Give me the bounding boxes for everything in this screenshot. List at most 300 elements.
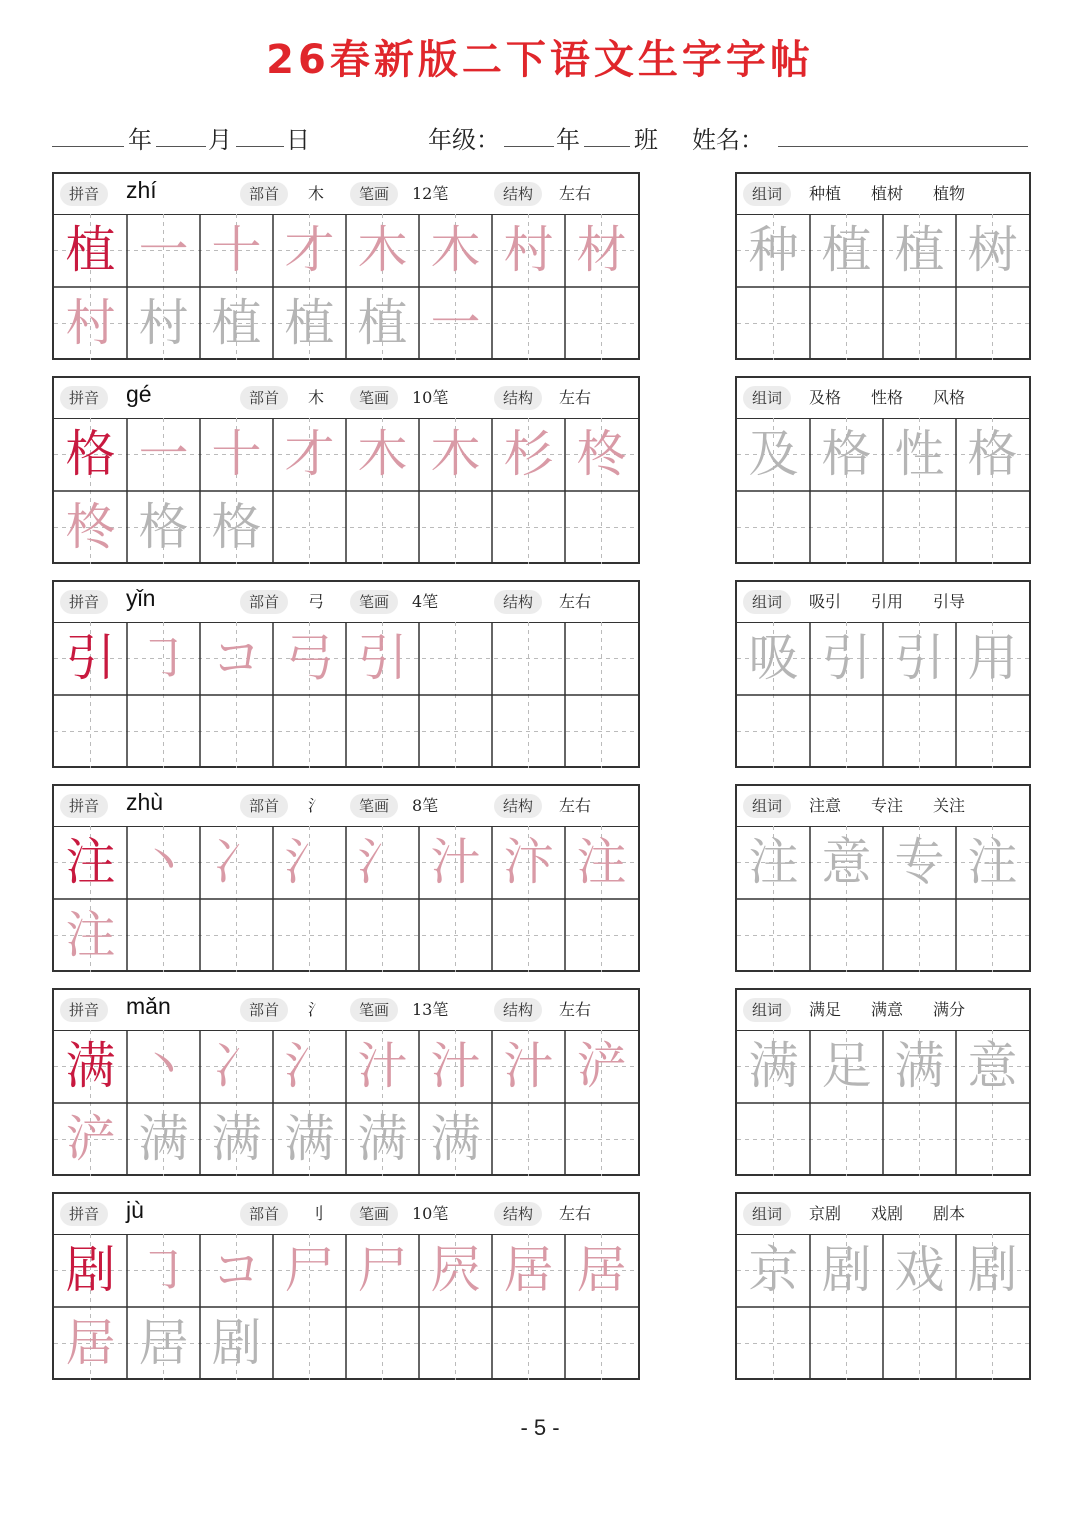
grid-cell[interactable] (54, 491, 127, 564)
stroke-step-9: 格 (138, 498, 189, 556)
stroke-step-5: 木一 (430, 221, 481, 352)
radical-tag: 部首 (240, 182, 288, 206)
name-blank[interactable] (778, 146, 1028, 147)
structure-value: 左右 (559, 796, 592, 815)
stroke-step-8: 柊 (65, 498, 116, 556)
grid-cell[interactable] (346, 622, 419, 695)
grid-cell[interactable] (565, 214, 638, 287)
page-title: 26春新版二下语文生字字帖 (266, 37, 814, 83)
grid-cell[interactable] (883, 418, 956, 491)
stroke-step-2: コ (211, 1241, 262, 1299)
trace-character: 植 (894, 221, 945, 279)
grid-cell[interactable] (54, 826, 127, 899)
word-3: 剧本 (933, 1204, 966, 1223)
grid-cell[interactable] (492, 826, 565, 899)
stroke-step-11: 满 (284, 1110, 335, 1168)
word-1: 吸引 (809, 592, 842, 611)
grid-cell[interactable] (273, 214, 346, 287)
trace-character: 种 (748, 221, 799, 279)
words-tag: 组词 (743, 590, 791, 614)
stroke-step-8: 村 (65, 294, 116, 352)
stroke-step-2: 冫 (211, 833, 262, 891)
grid-cell[interactable] (346, 214, 419, 287)
grid-cell[interactable] (419, 1234, 492, 1307)
blank-cell[interactable] (956, 695, 1029, 768)
word-2: 引用 (871, 592, 904, 611)
structure-tag: 结构 (494, 386, 542, 410)
stroke-step-6: 居 (503, 1241, 554, 1299)
name-label: 姓名： (692, 126, 764, 154)
stroke-step-6: 杉 (503, 425, 554, 483)
stroke-step-13: 满 (430, 1110, 481, 1168)
model-character: 剧 (65, 1241, 116, 1299)
radical-value: 弓 (308, 592, 325, 611)
grid-cell[interactable] (956, 418, 1029, 491)
words-tag: 组词 (743, 1202, 791, 1226)
stroke-step-1: 一 (138, 425, 189, 483)
grid-cell[interactable] (810, 826, 883, 899)
grid-cell[interactable] (883, 214, 956, 287)
radical-value: 木 (308, 388, 325, 407)
strokes-value: 13笔 (412, 1000, 449, 1019)
grid-cell[interactable] (273, 1234, 346, 1307)
grid-cell[interactable] (346, 1103, 419, 1176)
trace-character: 戏 (894, 1241, 945, 1299)
blank-cell[interactable] (883, 491, 956, 564)
trace-character: 格 (967, 425, 1018, 483)
grid-cell[interactable] (956, 1234, 1029, 1307)
grade-blank[interactable] (504, 146, 554, 147)
structure-tag: 结构 (494, 998, 542, 1022)
info-bar (54, 786, 638, 827)
grid-cell[interactable] (54, 622, 127, 695)
stroke-step-9: 村 (138, 294, 189, 352)
radical-tag: 部首 (240, 794, 288, 818)
grid-cell[interactable] (346, 287, 419, 360)
word-1: 种植 (809, 184, 842, 203)
grid-cell[interactable] (200, 1030, 273, 1103)
radical-value: 氵 (308, 1000, 325, 1019)
trace-character: 用 (967, 629, 1018, 687)
words-tag: 组词 (743, 386, 791, 410)
grid-cell[interactable] (54, 1234, 127, 1307)
blank-cell[interactable] (956, 287, 1029, 360)
grid-cell[interactable] (54, 214, 127, 287)
trace-character: 及 (748, 425, 799, 483)
structure-value: 左右 (559, 592, 592, 611)
grid-cell[interactable] (54, 418, 127, 491)
strokes-value: 12笔 (412, 184, 449, 203)
pinyin-value: zhù (126, 789, 164, 815)
grid-cell[interactable] (200, 826, 273, 899)
word-1: 京剧 (809, 1204, 842, 1223)
stroke-step-4: 木 (357, 221, 408, 279)
trace-character: 剧 (821, 1241, 872, 1299)
trace-character: 意 (821, 833, 872, 891)
stroke-step-8: 居 (65, 1314, 116, 1372)
month-blank[interactable] (156, 146, 206, 147)
grid-cell[interactable] (127, 418, 200, 491)
stroke-step-1: 丶 (138, 833, 189, 891)
stroke-step-4: 汁 (357, 1037, 408, 1095)
stroke-step-10: 满 (211, 1110, 262, 1168)
trace-character: 剧 (967, 1241, 1018, 1299)
grid-cell[interactable] (737, 826, 810, 899)
word-3: 引导 (933, 592, 966, 611)
words-card-1 (735, 376, 1031, 564)
strokes-tag: 笔画 (350, 590, 398, 614)
pinyin-tag: 拼音 (60, 386, 108, 410)
trace-character: 意 (967, 1037, 1018, 1095)
grid-cell[interactable] (127, 287, 200, 360)
stroke-step-7: 材 (576, 221, 627, 279)
stroke-step-1: ㇆ (138, 629, 189, 687)
grid-cell[interactable] (810, 1030, 883, 1103)
word-3: 风格 (933, 388, 966, 407)
stroke-step-4: 引 (357, 629, 408, 687)
grid-cell[interactable] (200, 214, 273, 287)
word-2: 性格 (871, 388, 904, 407)
grid-cell[interactable] (737, 214, 810, 287)
blank-cell[interactable] (956, 899, 1029, 972)
blank-cell[interactable] (810, 491, 883, 564)
stroke-step-3: 氵 (284, 1037, 335, 1095)
strokes-tag: 笔画 (350, 386, 398, 410)
header-line (52, 116, 1028, 156)
stroke-step-10: 植 (211, 294, 262, 352)
structure-value: 左右 (559, 388, 592, 407)
pinyin-value: yǐn (126, 585, 156, 611)
model-character: 注 (65, 833, 116, 891)
radical-tag: 部首 (240, 386, 288, 410)
trace-character: 植 (821, 221, 872, 279)
structure-value: 左右 (559, 1000, 592, 1019)
day-blank[interactable] (236, 146, 284, 147)
grid-cell[interactable] (737, 418, 810, 491)
grid-cell[interactable] (200, 491, 273, 564)
stroke-step-4: 氵 (357, 833, 408, 891)
words-bar (737, 582, 1029, 623)
blank-cell[interactable] (737, 491, 810, 564)
grid-cell[interactable] (273, 826, 346, 899)
grade-year-label: 年 (556, 126, 580, 154)
strokes-tag: 笔画 (350, 182, 398, 206)
character-card-1 (52, 376, 640, 564)
character-card-4 (52, 988, 640, 1176)
grid-cell[interactable] (127, 1103, 200, 1176)
stroke-step-7: 浐 (576, 1037, 627, 1095)
trace-character: 引 (894, 629, 945, 687)
strokes-value: 10笔 (412, 388, 449, 407)
grid-cell[interactable] (565, 418, 638, 491)
strokes-value: 4笔 (412, 592, 439, 611)
pinyin-value: mǎn (126, 993, 171, 1019)
grid-cell[interactable] (200, 418, 273, 491)
word-3: 满分 (933, 1000, 966, 1019)
grid-cell[interactable] (565, 826, 638, 899)
structure-value: 左右 (559, 184, 592, 203)
blank-cell[interactable] (737, 1103, 810, 1176)
words-bar (737, 990, 1029, 1031)
info-bar (54, 174, 638, 215)
radical-tag: 部首 (240, 590, 288, 614)
words-bar (737, 174, 1029, 215)
grid-cell[interactable] (492, 214, 565, 287)
trace-character: 注 (748, 833, 799, 891)
words-card-5 (735, 1192, 1031, 1380)
stroke-step-1: 一 (138, 221, 189, 279)
grid-cell[interactable] (956, 826, 1029, 899)
model-character: 引 (65, 629, 116, 687)
grid-cell[interactable] (883, 826, 956, 899)
grid-cell[interactable] (127, 1307, 200, 1380)
grid-cell[interactable] (346, 1030, 419, 1103)
words-card-4 (735, 988, 1031, 1176)
blank-cell[interactable] (956, 491, 1029, 564)
pinyin-tag: 拼音 (60, 794, 108, 818)
grid-cell[interactable] (273, 418, 346, 491)
stroke-step-2: コ (211, 629, 262, 687)
grid-cell[interactable] (200, 1234, 273, 1307)
stroke-step-3: 氵 (284, 833, 335, 891)
stroke-step-4: 尸 (357, 1241, 408, 1299)
grid-cell[interactable] (492, 1234, 565, 1307)
stroke-step-7: 注 (576, 833, 627, 891)
stroke-step-9: 满 (138, 1110, 189, 1168)
grid-cell[interactable] (54, 1030, 127, 1103)
blank-cell[interactable] (737, 1307, 810, 1380)
grid-cell[interactable] (273, 1030, 346, 1103)
class-blank[interactable] (584, 146, 630, 147)
grid-cell[interactable] (200, 1307, 273, 1380)
model-character: 满 (65, 1037, 116, 1095)
grid-cell[interactable] (956, 214, 1029, 287)
grid-cell[interactable] (54, 899, 127, 972)
blank-cell[interactable] (810, 1307, 883, 1380)
grid-cell[interactable] (810, 418, 883, 491)
strokes-tag: 笔画 (350, 998, 398, 1022)
month-label: 月 (208, 126, 232, 154)
radical-value: 木 (308, 184, 325, 203)
trace-character: 树 (967, 221, 1018, 279)
grid-cell[interactable] (810, 1234, 883, 1307)
year-blank[interactable] (52, 146, 124, 147)
radical-tag: 部首 (240, 998, 288, 1022)
grid-cell[interactable] (200, 622, 273, 695)
grid-cell[interactable] (127, 214, 200, 287)
pinyin-tag: 拼音 (60, 590, 108, 614)
words-card-2 (735, 580, 1031, 768)
grid-cell[interactable] (419, 1103, 492, 1176)
stroke-step-3: 才 (284, 425, 335, 483)
word-2: 专注 (871, 796, 904, 815)
radical-tag: 部首 (240, 1202, 288, 1226)
stroke-step-2: 十 (211, 221, 262, 279)
blank-cell[interactable] (810, 695, 883, 768)
stroke-step-8: 注 (65, 906, 116, 964)
stroke-step-8: 浐 (65, 1110, 116, 1168)
blank-cell[interactable] (883, 899, 956, 972)
structure-tag: 结构 (494, 1202, 542, 1226)
grid-cell[interactable] (346, 418, 419, 491)
blank-cell[interactable] (810, 1103, 883, 1176)
trace-character: 满 (894, 1037, 945, 1095)
grid-cell[interactable] (956, 1030, 1029, 1103)
info-bar (54, 582, 638, 623)
pinyin-value: zhí (126, 177, 157, 203)
stroke-step-5: 汁 (430, 833, 481, 891)
stroke-step-10: 剧 (211, 1314, 262, 1372)
grid-cell[interactable] (127, 622, 200, 695)
words-tag: 组词 (743, 182, 791, 206)
blank-cell[interactable] (737, 695, 810, 768)
grid-cell[interactable] (883, 622, 956, 695)
structure-value: 左右 (559, 1204, 592, 1223)
stroke-step-10: 格 (211, 498, 262, 556)
class-label: 班 (634, 126, 658, 154)
grid-cell[interactable] (127, 1234, 200, 1307)
blank-cell[interactable] (810, 287, 883, 360)
info-bar (54, 1194, 638, 1235)
grade-label: 年级： (428, 126, 500, 154)
grid-cell[interactable] (346, 826, 419, 899)
grid-cell[interactable] (127, 491, 200, 564)
page-number: - 5 - (520, 1415, 560, 1440)
blank-cell[interactable] (883, 1103, 956, 1176)
blank-cell[interactable] (883, 695, 956, 768)
year-label: 年 (128, 126, 152, 154)
words-tag: 组词 (743, 794, 791, 818)
structure-tag: 结构 (494, 794, 542, 818)
stroke-step-2: 冫 (211, 1037, 262, 1095)
strokes-value: 8笔 (412, 796, 439, 815)
structure-tag: 结构 (494, 182, 542, 206)
stroke-step-3: 才 (284, 221, 335, 279)
grid-cell[interactable] (565, 1234, 638, 1307)
stroke-step-5: 木 (430, 425, 481, 483)
character-card-5 (52, 1192, 640, 1380)
word-1: 及格 (809, 388, 842, 407)
strokes-tag: 笔画 (350, 794, 398, 818)
strokes-value: 10笔 (412, 1204, 449, 1223)
trace-character: 足 (821, 1037, 872, 1095)
grid-cell[interactable] (54, 1103, 127, 1176)
stroke-step-4: 木 (357, 425, 408, 483)
stroke-step-5: 汁 (430, 1037, 481, 1095)
pinyin-value: gé (126, 381, 152, 407)
info-bar (54, 378, 638, 419)
grid-cell[interactable] (273, 622, 346, 695)
structure-tag: 结构 (494, 590, 542, 614)
word-3: 植物 (933, 184, 966, 203)
model-character: 植 (65, 221, 116, 279)
pinyin-tag: 拼音 (60, 182, 108, 206)
stroke-step-2: 十 (211, 425, 262, 483)
trace-character: 引 (821, 629, 872, 687)
grid-cell[interactable] (273, 287, 346, 360)
grid-cell[interactable] (737, 1234, 810, 1307)
blank-cell[interactable] (956, 1103, 1029, 1176)
pinyin-value: jù (126, 1197, 144, 1223)
grid-cell[interactable] (883, 1030, 956, 1103)
stroke-step-1: ㇆ (138, 1241, 189, 1299)
grid-cell[interactable] (200, 287, 273, 360)
radical-value: 刂 (308, 1204, 325, 1223)
trace-character: 京 (748, 1241, 799, 1299)
character-card-3 (52, 784, 640, 972)
grid-cell[interactable] (54, 1307, 127, 1380)
stroke-step-7: 居 (576, 1241, 627, 1299)
stroke-step-6: 汁 (503, 1037, 554, 1095)
grid-cell[interactable] (127, 826, 200, 899)
grid-cell[interactable] (810, 622, 883, 695)
words-tag: 组词 (743, 998, 791, 1022)
grid-cell[interactable] (492, 418, 565, 491)
character-card-2 (52, 580, 640, 768)
grid-cell[interactable] (419, 826, 492, 899)
grid-cell[interactable] (127, 1030, 200, 1103)
stroke-step-7: 柊 (576, 425, 627, 483)
stroke-step-6: 村 (503, 221, 554, 279)
blank-cell[interactable] (737, 287, 810, 360)
grid-cell[interactable] (737, 1030, 810, 1103)
trace-character: 吸 (748, 629, 799, 687)
grid-cell[interactable] (346, 1234, 419, 1307)
grid-cell[interactable] (492, 1030, 565, 1103)
blank-cell[interactable] (883, 1307, 956, 1380)
grid-cell[interactable] (956, 622, 1029, 695)
words-bar (737, 1194, 1029, 1235)
stroke-step-6: 汴 (503, 833, 554, 891)
word-1: 注意 (809, 796, 842, 815)
trace-character: 专 (894, 833, 945, 891)
stroke-step-5: 屄 (430, 1241, 481, 1299)
trace-character: 满 (748, 1037, 799, 1095)
grid-cell[interactable] (419, 1030, 492, 1103)
model-character: 格 (65, 425, 116, 483)
word-1: 满足 (809, 1000, 842, 1019)
blank-cell[interactable] (883, 287, 956, 360)
stroke-step-1: 丶 (138, 1037, 189, 1095)
word-2: 植树 (871, 184, 904, 203)
strokes-tag: 笔画 (350, 1202, 398, 1226)
trace-character: 格 (821, 425, 872, 483)
words-bar (737, 786, 1029, 827)
grid-cell[interactable] (810, 214, 883, 287)
blank-cell[interactable] (810, 899, 883, 972)
info-bar (54, 990, 638, 1031)
grid-cell[interactable] (200, 1103, 273, 1176)
grid-cell[interactable] (883, 1234, 956, 1307)
radical-value: 氵 (308, 796, 325, 815)
grid-cell[interactable] (273, 1103, 346, 1176)
trace-character: 注 (967, 833, 1018, 891)
stroke-step-3: 尸 (284, 1241, 335, 1299)
blank-cell[interactable] (956, 1307, 1029, 1380)
pinyin-tag: 拼音 (60, 1202, 108, 1226)
grid-cell[interactable] (419, 214, 492, 352)
stroke-step-3: 弓 (284, 629, 335, 687)
stroke-step-12: 植 (357, 294, 408, 352)
grid-cell[interactable] (737, 622, 810, 695)
words-bar (737, 378, 1029, 419)
grid-cell[interactable] (565, 1030, 638, 1103)
blank-cell[interactable] (737, 899, 810, 972)
trace-character: 性 (894, 425, 945, 483)
day-label: 日 (286, 126, 310, 154)
grid-cell[interactable] (54, 287, 127, 360)
grid-cell[interactable] (419, 418, 492, 491)
